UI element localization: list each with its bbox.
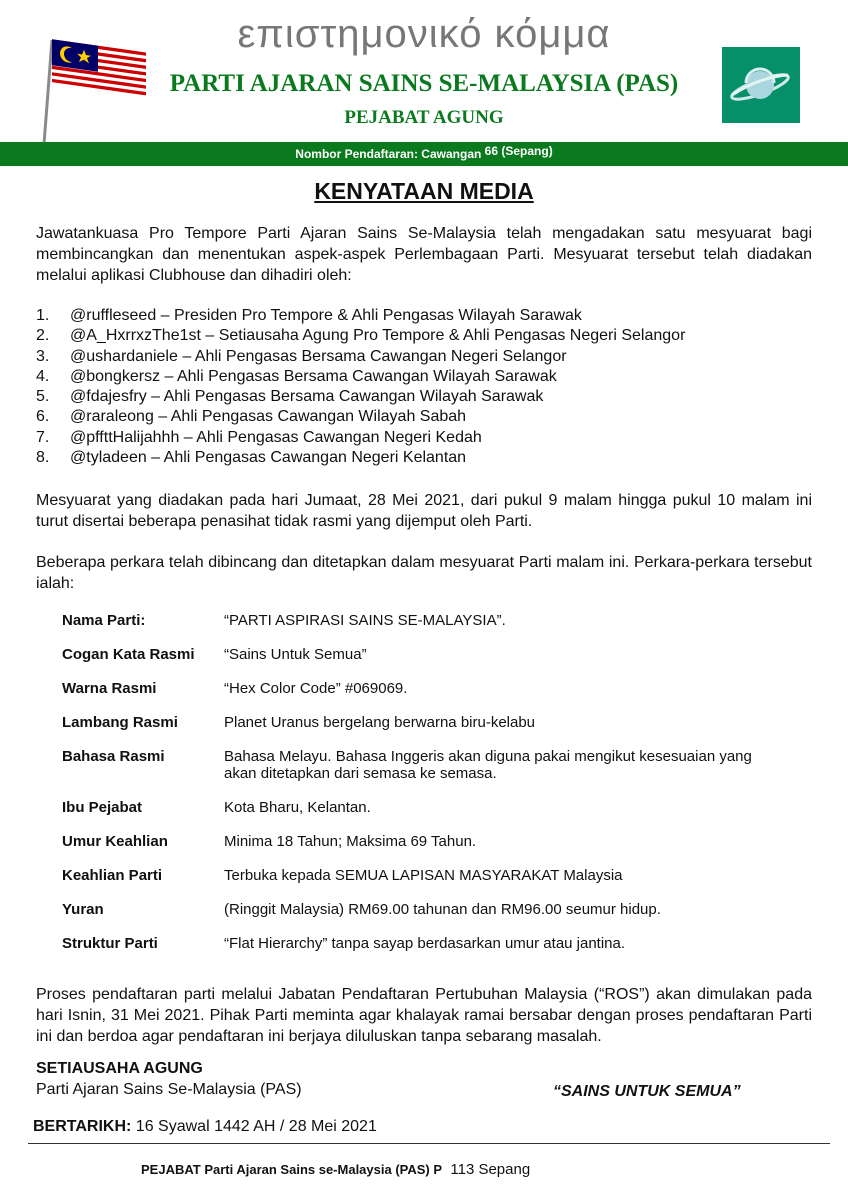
spec-value: Planet Uranus bergelang berwarna biru-kelabu [224,714,536,731]
footer-text [141,1161,530,1178]
signatory-role: SETIAUSAHA AGUNG [36,1060,203,1077]
attendee-list [36,306,812,468]
list-text: @bongkersz – Ahli Pengasas Bersama Cawangan Wilayah Sarawak [70,367,557,385]
party-name-heading: PARTI AJARAN SAINS SE-MALAYSIA (PAS) [169,70,679,97]
spec-key: Struktur Parti [62,935,158,952]
spec-value: “Flat Hierarchy” tanpa sayap berdasarkan umur atau jantina. [224,935,626,952]
party-flag-image [722,47,800,123]
date-line [33,1118,377,1136]
intro-paragraph: Jawatankuasa Pro Tempore Parti Ajaran Sains Se-Malaysia telah mengadakan satu mesyuarat bagi membincangkan dan menentukan aspek-aspek Perlembagaan Parti. Mesyuarat tersebut telah diadakan melalui aplikasi Clubhouse dan dihadiri oleh: [36,225,812,284]
list-item [36,428,812,448]
office-heading: PEJABAT AGUNG [344,107,504,128]
list-text: @raraleong – Ahli Pengasas Cawangan Wilayah Sabah [70,408,467,426]
table-row [62,680,782,714]
list-number: 2. [36,327,50,345]
table-row [62,714,782,748]
meeting-paragraph: Mesyuarat yang diadakan pada hari Jumaat, 28 Mei 2021, dari pukul 9 malam hingga pukul 10 malam ini turut disertai beberapa penasihat tidak rasmi yang dijemput oleh Parti. [36,492,812,530]
decisions-paragraph: Beberapa perkara telah dibincang dan ditetapkan dalam mesyuarat Parti malam ini. Perkara-perkara tersebut ialah: [36,554,812,592]
list-item [36,387,812,407]
table-row [62,748,782,799]
spec-key: Keahlian Parti [62,867,163,884]
list-text: @ushardaniele – Ahli Pengasas Bersama Cawangan Negeri Selangor [70,347,567,365]
registration-bar [0,142,848,166]
list-text: @A_HxrrxzThe1st – Setiausaha Agung Pro Tempore & Ahli Pengasas Negeri Selangor [70,327,686,345]
list-number: 3. [36,347,50,365]
date-label: BERTARIKH: [33,1118,132,1135]
list-text: @tyladeen – Ahli Pengasas Cawangan Negeri Kelantan [70,449,467,467]
list-text: @ruffleseed – Presiden Pro Tempore & Ahli Pengasas Wilayah Sarawak [70,307,582,324]
list-number: 4. [36,367,50,385]
spec-value: Terbuka kepada SEMUA LAPISAN MASYARAKAT Malaysia [224,867,623,884]
list-item [36,306,812,326]
table-row [62,935,782,969]
spec-value: “PARTI ASPIRASI SAINS SE-MALAYSIA”. [224,612,506,629]
list-item [36,448,812,468]
spec-value: “Hex Color Code” #069069. [224,680,408,697]
list-number: 5. [36,388,50,406]
spec-key: Lambang Rasmi [62,714,178,731]
list-number: 7. [36,428,50,446]
date-value: 16 Syawal 1442 AH / 28 Mei 2021 [131,1118,377,1135]
table-row [62,646,782,680]
spec-key: Warna Rasmi [62,680,157,697]
signatory-org: Parti Ajaran Sains Se-Malaysia (PAS) [36,1081,302,1098]
spec-key: Umur Keahlian [62,833,168,850]
footer-divider [28,1143,830,1144]
spec-key: Yuran [62,901,104,918]
list-number: 1. [36,307,50,324]
list-number: 6. [36,408,50,426]
spec-value: Bahasa Melayu. Bahasa Inggeris akan diguna pakai mengikut kesesuaian yang akan ditetapkan dari semasa ke semasa. [224,748,752,782]
document-title: KENYATAAN MEDIA [314,178,534,204]
list-number: 8. [36,449,50,467]
spec-key: Ibu Pejabat [62,799,143,816]
list-item [36,347,812,367]
list-text: @pffttHalijahhh – Ahli Pengasas Cawangan Negeri Kedah [70,428,482,446]
list-item [36,326,812,346]
spec-key: Bahasa Rasmi [62,748,165,765]
registration-number: 66 (Sepang) [484,144,553,158]
table-row [62,833,782,867]
slogan-text: “SAINS UNTUK SEMUA” [553,1083,741,1100]
footer-label: PEJABAT Parti Ajaran Sains se-Malaysia (PAS) P [141,1162,443,1177]
spec-key: Cogan Kata Rasmi [62,646,195,663]
table-row [62,901,782,935]
specs-table [62,612,782,969]
list-item [36,367,812,387]
spec-value: Kota Bharu, Kelantan. [224,799,371,816]
footer-number: 113 Sepang [450,1161,531,1178]
list-item [36,407,812,427]
spec-key: Nama Parti: [62,612,146,629]
spec-value: “Sains Untuk Semua” [224,646,367,663]
table-row [62,867,782,901]
registration-label: Nombor Pendaftaran: Cawangan [295,147,482,161]
spec-value: (Ringgit Malaysia) RM69.00 tahunan dan RM96.00 seumur hidup. [224,901,661,918]
table-row [62,612,782,646]
spec-value: Minima 18 Tahun; Maksima 69 Tahun. [224,833,477,850]
list-text: @fdajesfry – Ahli Pengasas Bersama Cawangan Wilayah Sarawak [70,388,544,406]
table-row [62,799,782,833]
closing-paragraph: Proses pendaftaran parti melalui Jabatan Pendaftaran Pertubuhan Malaysia (“ROS”) akan dimulakan pada hari Isnin, 31 Mei 2021. Pihak Parti meminta agar khalayak ramai bersabar dengan proses pendaftaran Parti ini dan berdoa agar pendaftaran ini berjaya diluluskan tanpa sebarang masalah. [36,986,812,1045]
greek-title: επιστημονικό κόμμα [237,12,611,56]
